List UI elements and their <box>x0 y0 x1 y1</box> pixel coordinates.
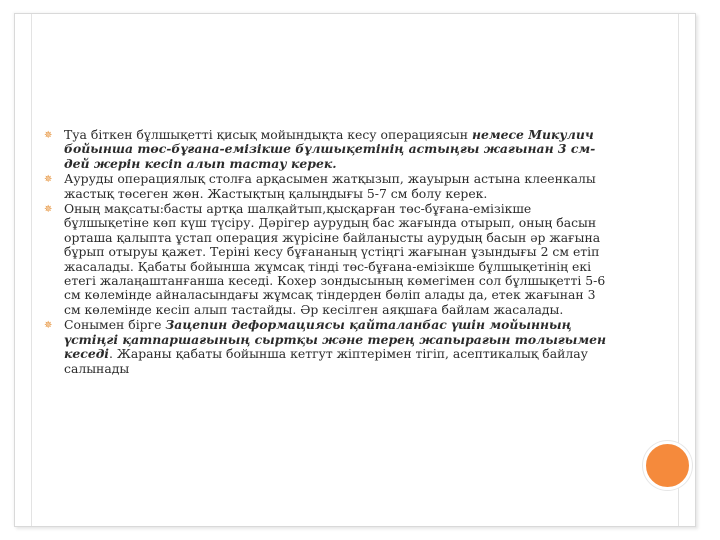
bullet-segment: . Жараны қабаты бойынша кетгут жiптерiмен тiгiп, асептикалық байлау салынады <box>64 346 588 376</box>
orange-bullet-icon: ✵ <box>44 320 53 332</box>
bullet-item <box>44 128 616 171</box>
bullet-segment: Туа біткен бұлшықетті қисық мойындықта кесу операциясын <box>64 127 472 142</box>
bullet-item <box>44 318 616 376</box>
bullet-segment: Оның мақсаты:басты артқа шалқайтып,қысқарған төс-бұғана-емізікше бұлшықетіне көп күш түсіру. Дәрігер аурудың бас жағында отырып, оның басын орташа қалыпта ұстап операция жүрісіне байланысты аурудың басын әр жағына бұрып отыруы қажет. Терiнi кесу бұғананың үстiңгi жағынан ұзындығы 2 см етiп жасалады. Қабаты бойынша жұмсақ тiндi төс-бұғана-емiзiкше бұлшықетiнiң екi етегi жалаңаштанғанша кеседi. Кохер зондысының көмегiмен сол бұлшықеттi 5-6 см көлемiнде айналасындағы жұмсақ тiндерден бөлiп алады да, етек жағынан 3 см көлемiнде кесiп алып тастайды. Әр кесiлген аяқшаға байлам жасалады. <box>64 201 606 317</box>
bullet-item <box>44 202 616 317</box>
bullet-segment-emphasis: немесе Микулич бойынша төс-бұғана-емізікше бұлшықетінің астыңғы жағынан 3 см-дей жерін кесіп алып тастау керек. <box>64 127 596 171</box>
bullet-text <box>64 128 616 171</box>
bullet-item <box>44 172 616 201</box>
left-border-line <box>31 14 32 526</box>
bullet-text <box>64 172 616 201</box>
orange-circle-decoration <box>643 441 692 490</box>
bullet-text <box>64 318 616 376</box>
bullet-segment: Сонымен бiрге <box>64 317 166 333</box>
slide-body <box>44 128 616 377</box>
bullet-text <box>64 202 616 317</box>
bullet-segment: Ауруды операциялық столға арқасымен жатқызып, жауырын астына клеенкалы жастық төсеген жөн. Жастықтың қалыңдығы 5-7 см болу керек. <box>64 171 596 201</box>
orange-bullet-icon: ✵ <box>44 174 53 186</box>
bullet-segment-emphasis: Зацепин деформациясы қайталанбас үшiн мойынның үстiңгi қатпаршағының сыртқы және терең жапырағын толығымен кеседi <box>64 317 607 362</box>
orange-bullet-icon: ✵ <box>44 204 53 216</box>
orange-bullet-icon: ✵ <box>44 130 53 141</box>
